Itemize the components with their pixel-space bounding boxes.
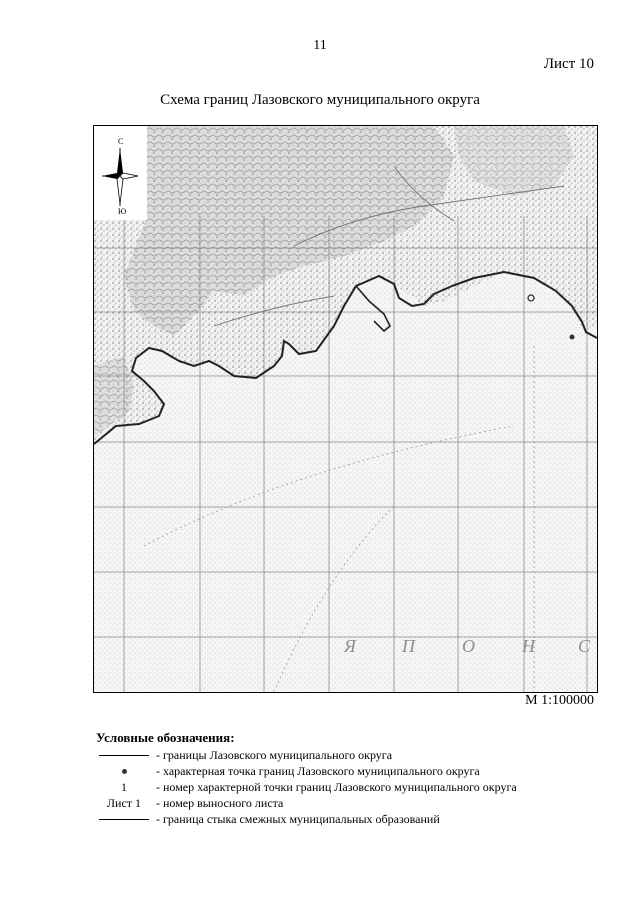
compass-north-label: С — [118, 137, 124, 146]
map-label: С — [578, 636, 591, 656]
page-title: Схема границ Лазовского муниципального округа — [160, 92, 480, 108]
sheet-number-symbol: Лист 1 — [106, 795, 142, 810]
topographic-map — [94, 126, 597, 692]
adjacent-boundary-symbol — [96, 819, 152, 820]
boundary-point — [570, 335, 575, 340]
legend-item — [96, 763, 616, 779]
point-number-symbol: 1 — [121, 779, 127, 794]
legend — [96, 730, 616, 827]
legend-item — [96, 747, 616, 763]
legend-item-text: - номер выносного листа — [156, 795, 284, 810]
page-number: 11 — [313, 38, 327, 53]
map-label: Я — [344, 636, 356, 656]
point-symbol — [96, 769, 152, 774]
sheet-label: Лист 10 — [543, 56, 594, 72]
map-label: О — [462, 636, 475, 656]
map-frame — [93, 125, 598, 693]
legend-item-text: - характерная точка границ Лазовского муниципального округа — [156, 763, 480, 778]
map-label: П — [402, 636, 415, 656]
legend-item-text: - граница стыка смежных муниципальных образований — [156, 811, 440, 826]
compass-rose — [94, 126, 147, 220]
legend-item — [96, 811, 616, 827]
legend-item — [96, 795, 616, 811]
compass-south-label: Ю — [118, 207, 127, 216]
map-scale: М 1:100000 — [525, 693, 594, 708]
legend-item — [96, 779, 616, 795]
map-label: Н — [522, 636, 535, 656]
legend-item-text: - номер характерной точки границ Лазовского муниципального округа — [156, 779, 517, 794]
boundary-line-symbol — [96, 755, 152, 756]
legend-item-text: - границы Лазовского муниципального округа — [156, 747, 393, 762]
compass-north-arrow — [117, 148, 123, 176]
legend-title: Условные обозначения: — [96, 730, 235, 745]
